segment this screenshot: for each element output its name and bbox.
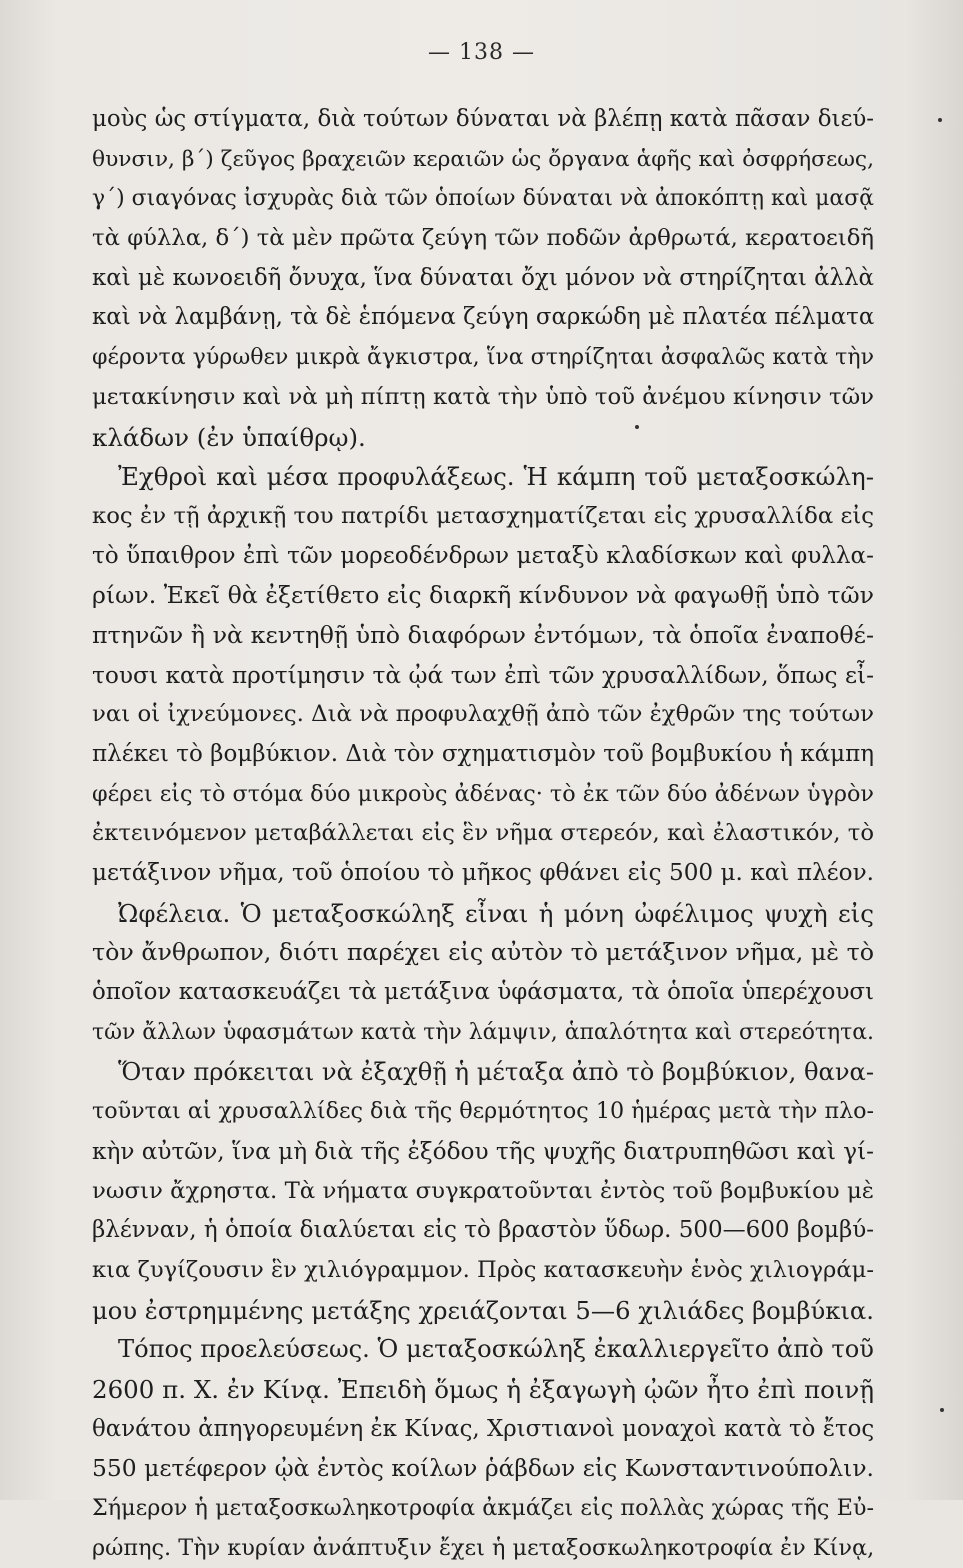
print-speck — [635, 425, 639, 429]
text-line: γ΄) σιαγόνας ἰσχυρὰς διὰ τῶν ὁποίων δύναται νὰ ἀποκόπτῃ καὶ μασᾷ — [92, 186, 874, 212]
text-line: τὸν ἄνθρωπον, διότι παρέχει εἰς αὐτὸν τὸ μετάξινον νῆμα, μὲ τὸ — [92, 938, 874, 967]
text-line: ἐκτεινόμενον μεταβάλλεται εἰς ἓν νῆμα στερεόν, καὶ ἐλαστικόν, τὸ — [92, 820, 874, 847]
page-number: — 138 — — [428, 40, 535, 65]
text-line: τουσι κατὰ προτίμησιν τὰ ᾠά των ἐπὶ τῶν χρυσαλλίδων, ὅπως εἶ- — [92, 661, 874, 689]
text-line: ναι οἱ ἰχνεύμονες. Διὰ νὰ προφυλαχθῇ ἀπὸ τῶν ἐχθρῶν της τούτων — [92, 701, 874, 728]
body-text — [92, 100, 874, 1568]
section-heading-line: Ἐχθροὶ καὶ μέσα προφυλάξεως. Ἡ κάμπη τοῦ μεταξοσκώλη- — [118, 462, 874, 492]
text-line: ὁποῖον κατασκευάζει τὰ μετάξινα ὑφάσματα, τὰ ὁποῖα ὑπερέχουσι — [92, 979, 874, 1006]
text-line: τὰ φύλλα, δ΄) τὰ μὲν πρῶτα ζεύγη τῶν ποδῶν ἀρθρωτά, κερατοειδῆ — [92, 225, 874, 252]
text-line: μου ἐστρημμένης μετάξης χρειάζονται 5—6 χιλιάδες βομβύκια. — [92, 1295, 875, 1325]
text-line: πλέκει τὸ βομβύκιον. Διὰ τὸν σχηματισμὸν τοῦ βομβυκίου ἡ κάμπη — [92, 741, 874, 767]
text-line: 2600 π. Χ. ἐν Κίνᾳ. Ἐπειδὴ ὅμως ἡ ἐξαγωγὴ ᾠῶν ἦτο ἐπὶ ποινῇ — [92, 1375, 874, 1404]
text-line: 550 μετέφερον ᾠὰ ἐντὸς κοίλων ῥάβδων εἰς Κωνσταντινούπολιν. — [92, 1454, 874, 1483]
section-heading-line: Ὠφέλεια. Ὁ μεταξοσκώληξ εἶναι ἡ μόνη ὠφέλιμος ψυχὴ εἰς — [118, 898, 874, 928]
text-line: τοῦνται αἱ χρυσαλλίδες διὰ τῆς θερμότητος 10 ἡμέρας μετὰ τὴν πλο- — [92, 1098, 875, 1125]
text-line: ρίων. Ἐκεῖ θὰ ἐξετίθετο εἰς διαρκῆ κίνδυνον νὰ φαγωθῇ ὑπὸ τῶν — [92, 581, 874, 610]
print-speck — [940, 1408, 944, 1412]
text-line: φέροντα γύρωθεν μικρὰ ἄγκιστρα, ἵνα στηρίζηται ἀσφαλῶς κατὰ τὴν — [92, 345, 875, 371]
section-heading-line: Τόπος προελεύσεως. Ὁ μεταξοσκώληξ ἐκαλλιεργεῖτο ἀπὸ τοῦ — [118, 1335, 874, 1364]
text-line: κια ζυγίζουσιν ἓν χιλιόγραμμον. Πρὸς κατασκευὴν ἑνὸς χιλιογράμ- — [92, 1256, 874, 1283]
text-line: τῶν ἄλλων ὑφασμάτων κατὰ τὴν λάμψιν, ἁπαλότητα καὶ στερεότητα. — [92, 1019, 874, 1045]
text-line: κὴν αὐτῶν, ἵνα μὴ διὰ τῆς ἐξόδου τῆς ψυχῆς διατρυπηθῶσι καὶ γί- — [92, 1137, 874, 1165]
text-line: Σήμερον ἡ μεταξοσκωληκοτροφία ἀκμάζει εἰς πολλὰς χώρας τῆς Εὐ- — [92, 1495, 874, 1522]
text-line: βλένναν, ἡ ὁποία διαλύεται εἰς τὸ βραστὸν ὕδωρ. 500—600 βομβύ- — [92, 1217, 875, 1244]
text-line: καὶ μὲ κωνοειδῆ ὄνυχα, ἵνα δύναται ὄχι μόνον νὰ στηρίζηται ἀλλὰ — [92, 264, 874, 291]
text-line: νωσιν ἄχρηστα. Τὰ νήματα συγκρατοῦνται ἐντὸς τοῦ βομβυκίου μὲ — [92, 1177, 874, 1204]
text-line: κλάδων (ἐν ὑπαίθρῳ). — [92, 422, 366, 452]
text-line: πτηνῶν ἢ νὰ κεντηθῇ ὑπὸ διαφόρων ἐντόμων, τὰ ὁποῖα ἐναποθέ- — [92, 620, 874, 649]
text-line: μετάξινον νῆμα, τοῦ ὁποίου τὸ μῆκος φθάνει εἰς 500 μ. καὶ πλέον. — [92, 860, 874, 887]
text-line: καὶ νὰ λαμβάνῃ, τὰ δὲ ἑπόμενα ζεύγη σαρκώδη μὲ πλατέα πέλματα — [92, 304, 875, 331]
text-line: φέρει εἰς τὸ στόμα δύο μικροὺς ἀδένας· τὸ ἐκ τῶν δύο ἀδένων ὑγρὸν — [92, 780, 874, 807]
text-line: μετακίνησιν καὶ νὰ μὴ πίπτῃ κατὰ τὴν ὑπὸ τοῦ ἀνέμου κίνησιν τῶν — [92, 383, 874, 410]
print-speck — [938, 118, 942, 122]
text-line: μοὺς ὡς στίγματα, διὰ τούτων δύναται νὰ βλέπῃ κατὰ πᾶσαν διεύ- — [92, 106, 874, 132]
text-line: θανάτου ἀπηγορευμένη ἐκ Κίνας, Χριστιανοὶ μοναχοὶ κατὰ τὸ ἔτος — [92, 1415, 875, 1442]
text-line: θυνσιν, β΄) ζεῦγος βραχειῶν κεραιῶν ὡς ὄργανα ἁφῆς καὶ ὀσφρήσεως, — [92, 146, 874, 172]
text-line: ρώπης. Τὴν κυρίαν ἀνάπτυξιν ἔχει ἡ μεταξοσκωληκοτροφία ἐν Κίνᾳ, — [92, 1534, 875, 1561]
text-line: τὸ ὕπαιθρον ἐπὶ τῶν μορεοδένδρων μεταξὺ κλαδίσκων καὶ φυλλα- — [92, 542, 874, 569]
text-line: Ὅταν πρόκειται νὰ ἐξαχθῇ ἡ μέταξα ἀπὸ τὸ βομβύκιον, θανα- — [118, 1057, 874, 1086]
text-line: κος ἐν τῇ ἀρχικῇ του πατρίδι μετασχηματίζεται εἰς χρυσαλλίδα εἰς — [92, 502, 874, 529]
